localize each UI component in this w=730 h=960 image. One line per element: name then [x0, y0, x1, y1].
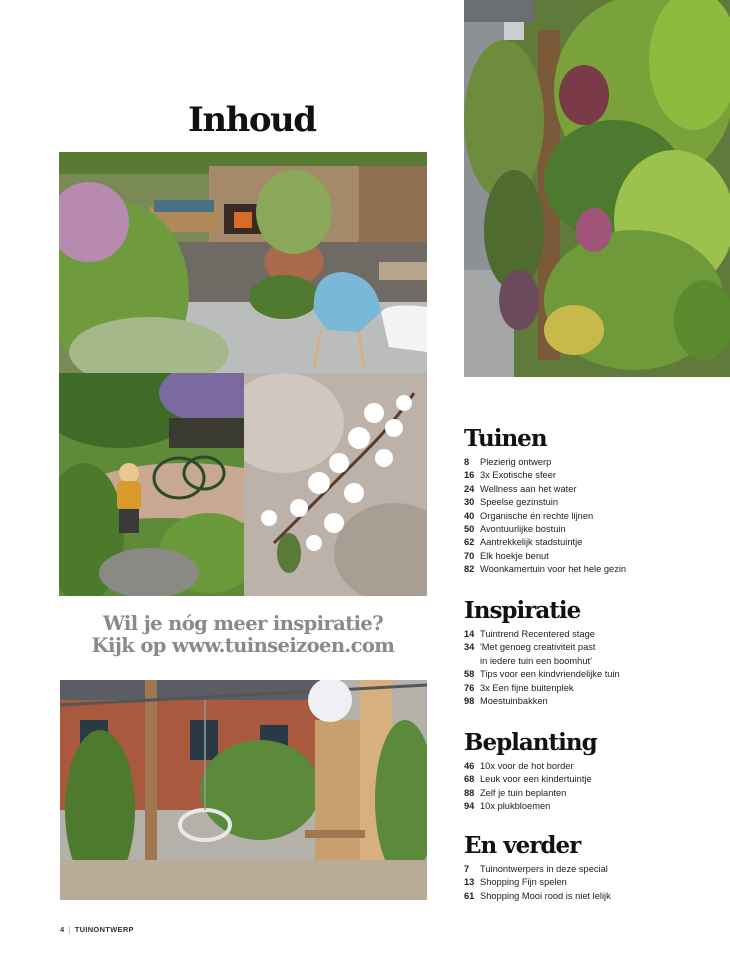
toc-entry-title: Woonkamertuin voor het hele gezin: [480, 564, 627, 575]
toc-entry[interactable]: [464, 536, 730, 549]
toc-page-number: 16: [464, 470, 475, 481]
toc-entry-title: Aantrekkelijk stadstuintje: [480, 537, 583, 548]
pergola-swing-photo: [60, 680, 427, 900]
toc-entry[interactable]: [464, 523, 730, 536]
toc-entry[interactable]: [464, 876, 730, 889]
toc-section-en-verder: [464, 833, 730, 903]
toc-page-number: 24: [464, 483, 475, 494]
promo-line-1: Wil je nóg meer inspiratie?: [102, 612, 384, 635]
promo-text: [59, 613, 427, 657]
child-playing-photo: [59, 373, 244, 596]
toc-entry-title: Shopping Fijn spelen: [480, 877, 567, 888]
toc-entry[interactable]: [464, 695, 730, 708]
toc-entry-title: 3x Een fijne buitenplek: [480, 682, 574, 693]
toc-entry[interactable]: [464, 510, 730, 523]
toc-entry[interactable]: [464, 682, 730, 695]
toc-entry[interactable]: [464, 863, 730, 876]
footer-magazine-name: TUINONTWERP: [74, 925, 134, 934]
toc-entry[interactable]: [464, 890, 730, 903]
toc-page-number: 46: [464, 761, 475, 771]
toc-page-number: 34: [464, 642, 475, 653]
toc-entry-title: Tuinontwerpers in deze special: [480, 864, 608, 874]
toc-entry-title: Tips voor een kindvriendelijke tuin: [480, 669, 620, 680]
toc-page-number: 8: [464, 457, 470, 467]
toc-entry-title: 10x voor de hot border: [480, 761, 574, 771]
page-footer: [60, 925, 134, 934]
toc-page-number: 50: [464, 524, 475, 535]
toc-entry[interactable]: [464, 787, 730, 800]
page-title: Inhoud: [188, 100, 316, 140]
toc-page-number: 62: [464, 537, 475, 548]
toc-entry-title: 10x plukbloemen: [480, 801, 551, 812]
toc-page-number: 98: [464, 696, 475, 707]
toc-entry[interactable]: [464, 469, 730, 482]
toc-page-number: 68: [464, 774, 475, 785]
section-title: Tuinen: [464, 425, 547, 452]
toc-page-number: 94: [464, 801, 475, 812]
toc-entry[interactable]: [464, 800, 730, 813]
toc-section-inspiratie: [464, 598, 730, 708]
toc-entry-title: Avontuurlijke bostuin: [480, 524, 566, 535]
toc-page-number: 40: [464, 510, 475, 521]
toc-entry[interactable]: [464, 760, 730, 773]
toc-page-number: 61: [464, 890, 475, 901]
toc-page-number: 13: [464, 877, 475, 888]
footer-separator: |: [68, 925, 71, 934]
toc-entry-title: Wellness aan het water: [480, 483, 577, 494]
toc-entry[interactable]: [464, 668, 730, 681]
toc-page-number: 7: [464, 864, 470, 874]
toc-entry-title: 'Met genoeg creativiteit past in iedere tuin een boomhut': [480, 642, 596, 666]
toc-page-number: 30: [464, 497, 475, 508]
toc-entry-title: Moestuinbakken: [480, 696, 548, 707]
toc-entry-title: Plezierig ontwerp: [480, 457, 552, 467]
toc-entry-title: Shopping Mooi rood is niet lelijk: [480, 890, 611, 901]
toc-entry[interactable]: [464, 483, 730, 496]
toc-page-number: 58: [464, 669, 475, 680]
toc-page-number: 88: [464, 787, 475, 798]
toc-entry-title: Elk hoekje benut: [480, 550, 549, 561]
section-title: En verder: [464, 832, 581, 859]
toc-entry-title: 3x Exotische sfeer: [480, 470, 556, 481]
toc-entry-title: Leuk voor een kindertuintje: [480, 774, 592, 785]
white-blossom-photo: [244, 373, 427, 596]
section-title: Beplanting: [464, 729, 597, 756]
footer-page-number: 4: [60, 925, 65, 934]
toc-entry[interactable]: [464, 641, 730, 668]
toc-entry[interactable]: [464, 563, 730, 576]
toc-entry[interactable]: [464, 550, 730, 563]
toc-page-number: 76: [464, 682, 475, 693]
garden-terrace-photo: [59, 152, 427, 373]
toc-page-number: 82: [464, 564, 475, 575]
toc-entry-title: Speelse gezinstuin: [480, 497, 559, 508]
toc-entry-title: Zelf je tuin beplanten: [480, 787, 567, 798]
toc-entry[interactable]: [464, 773, 730, 786]
toc-entry-title: Organische én rechte lijnen: [480, 510, 594, 521]
section-title: Inspiratie: [464, 597, 581, 624]
toc-entry[interactable]: [464, 628, 730, 641]
toc-section-tuinen: [464, 426, 730, 577]
toc-entry-title: Tuintrend Recentered stage: [480, 629, 595, 639]
toc-entry[interactable]: [464, 496, 730, 509]
toc-page-number: 14: [464, 629, 475, 639]
promo-line-2: Kijk op www.tuinseizoen.com: [91, 634, 395, 657]
toc-page-number: 70: [464, 550, 475, 561]
vertical-garden-photo: [464, 0, 730, 377]
toc-section-beplanting: [464, 730, 730, 814]
toc-entry[interactable]: [464, 456, 730, 469]
